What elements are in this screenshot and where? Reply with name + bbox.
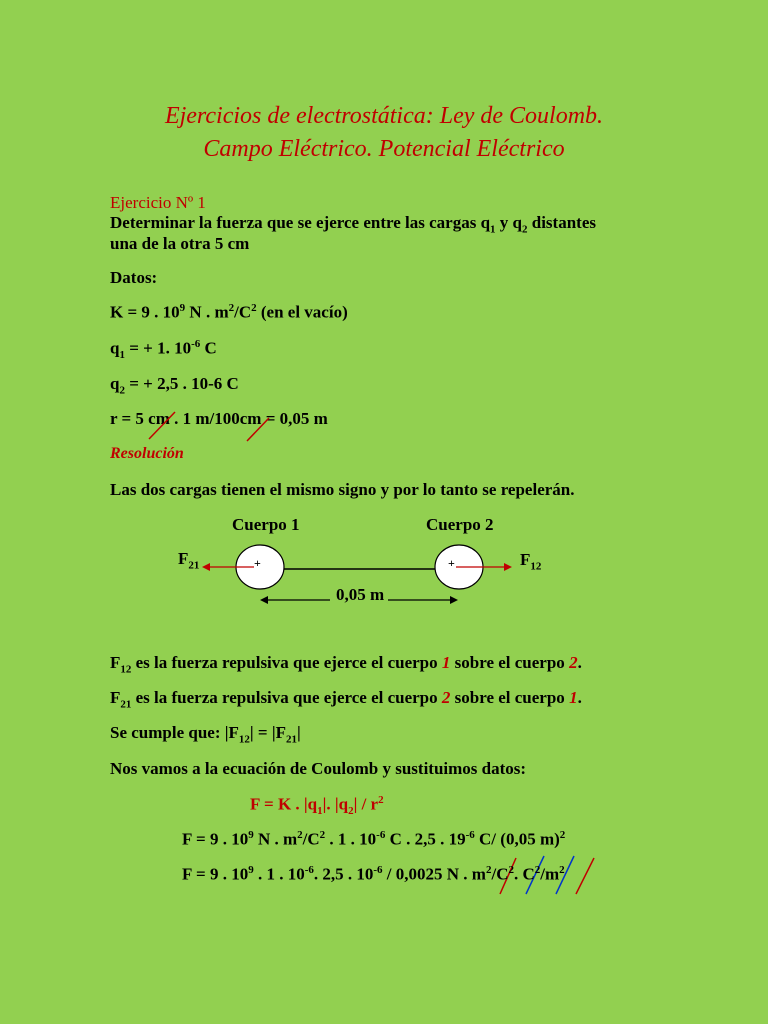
body2-plus: + [448, 556, 455, 570]
resolucion-heading: Resolución [110, 445, 184, 462]
exercise-statement: Determinar la fuerza que se ejerce entre las cargas $q_1$ y $q_2$ distantes [110, 213, 596, 236]
cancel-slash-cm1 [149, 412, 175, 439]
explain-f12: $F_{12}$ es la fuerza repulsiva que ejerce el cuerpo 1 sobre el cuerpo 2. [110, 653, 582, 676]
body1-label: Cuerpo 1 [232, 515, 300, 534]
exercise-statement-line2: una de la otra 5 cm [110, 234, 250, 253]
distance-arrow-left-head [260, 596, 268, 604]
datos-q2: $q_2$ = + 2,5 . 10-6 C [110, 374, 239, 397]
force-f21-label: $F_{21}$ [178, 549, 200, 572]
body2-label: Cuerpo 2 [426, 515, 494, 534]
coulomb-intro: Nos vamos a la ecuación de Coulomb y sustituimos datos: [110, 759, 527, 778]
equation-1: F = 9 . $10^9$ N . $m^2/C^2$ . 1 . $10^{-6}$ C . 2,5 . $19^{-6}$ C/ (0,05 m)$^2$ [182, 829, 566, 849]
cancel-slash-m2b [576, 858, 594, 894]
body1-plus: + [254, 556, 261, 570]
explain-f21: $F_{21}$ es la fuerza repulsiva que ejerce el cuerpo 2 sobre el cuerpo 1. [110, 688, 582, 711]
exercise-heading: Ejercicio Nº 1 [110, 193, 206, 212]
arrow-f12-head [504, 563, 512, 571]
page-title-line1: Ejercicios de electrostática: Ley de Coulomb. [164, 103, 604, 129]
datos-r: r = 5 cm . 1 m/100cm = 0,05 m [110, 409, 328, 428]
arrow-f21-head [202, 563, 210, 571]
force-f12-label: $F_{12}$ [520, 550, 542, 573]
distance-arrow-right-head [450, 596, 458, 604]
explain-cumple: Se cumple que: $|F_{12}| = |F_{21}|$ [110, 723, 301, 746]
distance-label: 0,05 m [336, 585, 385, 604]
cancel-slash-cm2 [247, 418, 269, 441]
same-sign-text: Las dos cargas tienen el mismo signo y por lo tanto se repelerán. [110, 480, 575, 499]
equation-2: F = 9 . $10^9$ . 1 . $10^{-6}$. 2,5 . $10^{-6} / 0,0025$ N . $m^2/C^2$. $C^2/m^2$ [182, 864, 565, 884]
coulomb-formula: F = K . $|q_1|$. $|q_2| / r^2$ [250, 794, 384, 818]
datos-k: K = 9 . $10^9$ N . $m^2/C^2$ (en el vacío) [110, 302, 348, 322]
datos-label: Datos: [110, 268, 158, 287]
page-title-line2: Campo Eléctrico. Potencial Eléctrico [203, 136, 565, 162]
datos-q1: $q_1$ = + 1. $10^{-6}$ C [110, 338, 217, 362]
